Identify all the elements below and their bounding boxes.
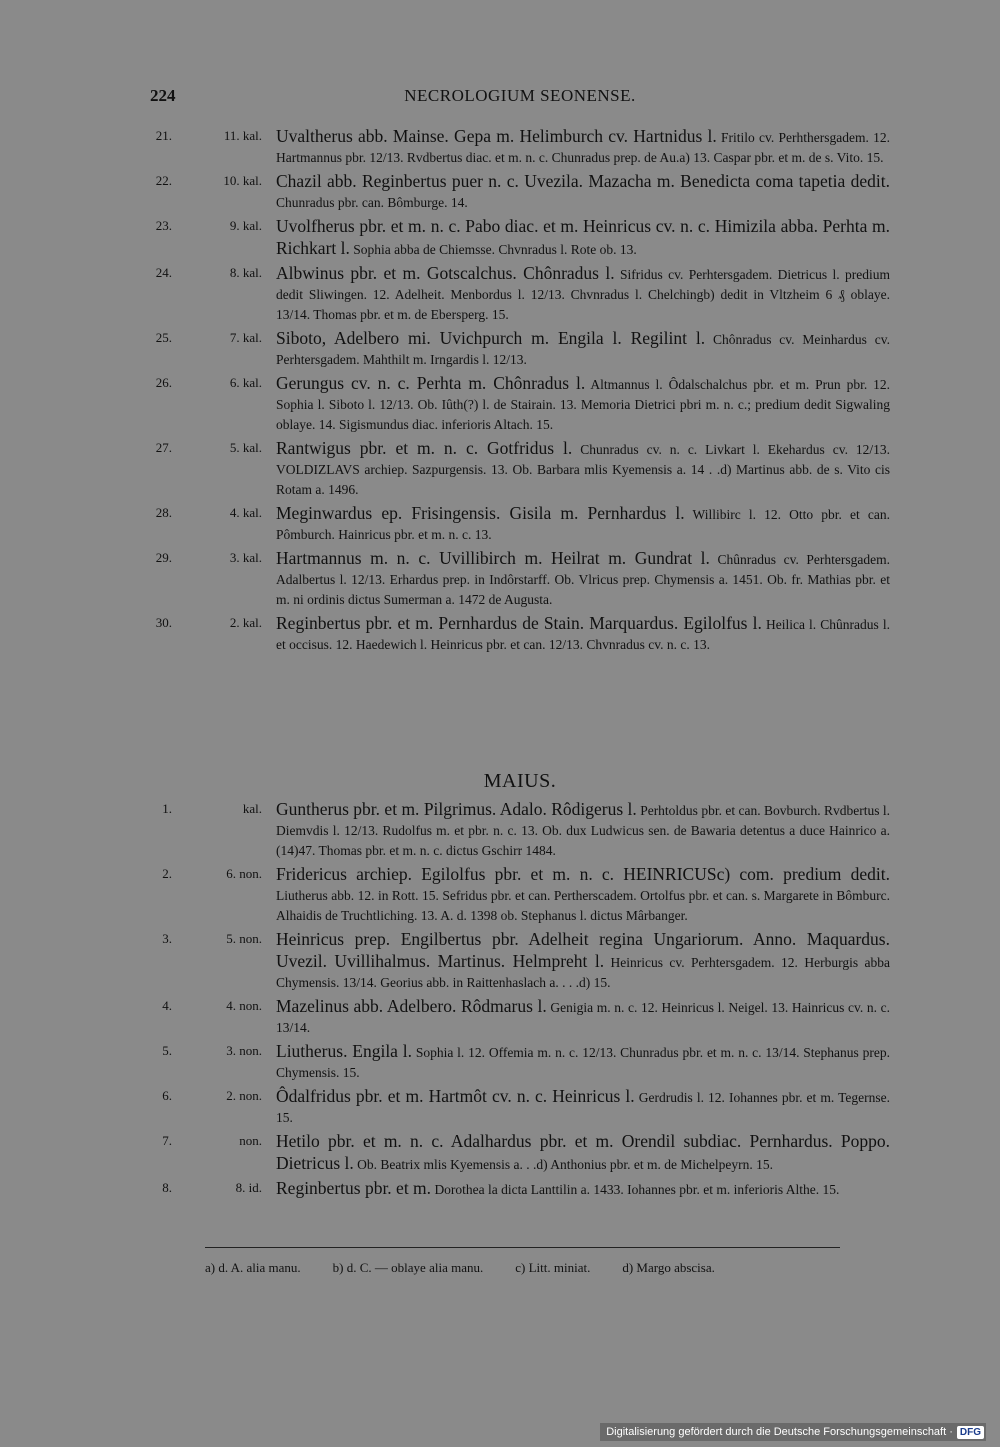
footnotes xyxy=(205,1260,845,1276)
footnote: c) Litt. miniat. xyxy=(515,1260,591,1275)
entry-text xyxy=(276,548,890,610)
entry-number: 22. xyxy=(155,173,172,188)
entry-later-additions: Heinricus cv. Perhtersgadem. 12. Herburgis abba Chymensis. 13/14. Georius abb. in Raittenhaslach a. . . .d) 15. xyxy=(276,955,890,990)
entry-row xyxy=(150,864,890,926)
entry-row xyxy=(150,1178,890,1200)
entry-day: 8. kal. xyxy=(229,265,262,280)
entry-text xyxy=(276,126,890,168)
entry-row xyxy=(150,328,890,370)
entry-main-names: Hetilo pbr. et m. n. c. Adalhardus pbr. et m. Orendil subdiac. Pernhardus. Poppo. Dietricus l. xyxy=(276,1131,890,1173)
aprilis-entries xyxy=(150,126,890,658)
entry-main-names: Reginbertus pbr. et m. xyxy=(276,1178,432,1198)
entry-main-names: Hartmannus m. n. c. Uvillibirch m. Heilrat m. Gundrat l. xyxy=(276,548,710,568)
entry-text xyxy=(276,799,890,861)
entry-number: 28. xyxy=(155,505,172,520)
entry-row xyxy=(150,263,890,325)
entry-main-names: Guntherus pbr. et m. Pilgrimus. Adalo. Rôdigerus l. xyxy=(276,799,637,819)
entry-main-names: Meginwardus ep. Frisingensis. Gisila m. Pernhardus l. xyxy=(276,503,685,523)
entry-text xyxy=(276,1178,890,1200)
entry-main-names: Uvolfherus pbr. et m. n. c. Pabo diac. et m. Heinricus cv. n. c. Himizila abba. Perhta m. Richkart l. xyxy=(276,216,890,258)
entry-row xyxy=(150,126,890,168)
entry-text xyxy=(276,171,890,213)
dfg-credit[interactable] xyxy=(600,1423,986,1441)
entry-later-additions: Gerdrudis l. 12. Iohannes pbr. et m. Tegernse. 15. xyxy=(276,1090,891,1125)
entry-main-names: Reginbertus pbr. et m. Pernhardus de Stain. Marquardus. Egilolfus l. xyxy=(276,613,762,633)
entry-row xyxy=(150,1086,890,1128)
entry-number: 7. xyxy=(162,1133,172,1148)
entry-text xyxy=(276,929,890,993)
entry-later-additions: Chunradus pbr. can. Bômburge. 14. xyxy=(276,195,468,210)
entry-day: 2. non. xyxy=(226,1088,262,1103)
entry-row xyxy=(150,548,890,610)
entry-day: 3. kal. xyxy=(229,550,262,565)
entry-day: 5. non. xyxy=(226,931,262,946)
entry-text xyxy=(276,328,890,370)
entry-later-additions: Chônradus cv. Meinhardus cv. Perhtersgadem. Mahthilt m. Irngardis l. 12/13. xyxy=(276,332,890,367)
footnote: b) d. C. — oblaye alia manu. xyxy=(332,1260,484,1275)
entry-later-additions: Ob. Beatrix mlis Kyemensis a. . .d) Anthonius pbr. et m. de Michelpeyrn. 15. xyxy=(357,1157,773,1172)
entry-later-additions: Willibirc l. 12. Otto pbr. et can. Pômburch. Hainricus pbr. et m. n. c. 13. xyxy=(276,507,890,542)
entry-text xyxy=(276,613,890,655)
entry-number: 2. xyxy=(162,866,172,881)
footnote: d) Margo abscisa. xyxy=(622,1260,715,1275)
entry-main-names: Gerungus cv. n. c. Perhta m. Chônradus l. xyxy=(276,373,586,393)
entry-later-additions: Genigia m. n. c. 12. Heinricus l. Neigel. 13. Hainricus cv. n. c. 13/14. xyxy=(276,1000,890,1035)
entry-row xyxy=(150,996,890,1038)
entry-text xyxy=(276,996,890,1038)
entry-day: 7. kal. xyxy=(229,330,262,345)
entry-row xyxy=(150,438,890,500)
entry-text xyxy=(276,1131,890,1175)
entry-day: 3. non. xyxy=(226,1043,262,1058)
entry-row xyxy=(150,1041,890,1083)
entry-main-names: Siboto, Adelbero mi. Uvichpurch m. Engila l. Regilint l. xyxy=(276,328,706,348)
entry-later-additions: Sophia abba de Chiemsse. Chvnradus l. Rote ob. 13. xyxy=(353,242,637,257)
maius-block xyxy=(150,760,890,1203)
entry-text xyxy=(276,503,890,545)
entry-number: 21. xyxy=(155,128,172,143)
entry-number: 4. xyxy=(162,998,172,1013)
entry-day: 10. kal. xyxy=(223,173,262,188)
entry-day: 4. kal. xyxy=(229,505,262,520)
entry-number: 24. xyxy=(155,265,172,280)
entry-day: 6. non. xyxy=(226,866,262,881)
running-title: NECROLOGIUM SEONENSE. xyxy=(404,86,636,105)
entry-text xyxy=(276,864,890,926)
entry-text xyxy=(276,438,890,500)
entry-text xyxy=(276,373,890,435)
footnote: a) d. A. alia manu. xyxy=(205,1260,301,1275)
entry-main-names: Ôdalfridus pbr. et m. Hartmôt cv. n. c. Heinricus l. xyxy=(276,1086,635,1106)
entry-day: 9. kal. xyxy=(229,218,262,233)
dfg-logo-icon: DFG xyxy=(957,1426,984,1439)
footnote-rule xyxy=(205,1247,840,1248)
entry-day: 8. id. xyxy=(235,1180,262,1195)
entry-row xyxy=(150,503,890,545)
entry-number: 5. xyxy=(162,1043,172,1058)
entry-number: 8. xyxy=(162,1180,172,1195)
entry-row xyxy=(150,373,890,435)
entry-main-names: Mazelinus abb. Adelbero. Rôdmarus l. xyxy=(276,996,547,1016)
entry-main-names: Chazil abb. Reginbertus puer n. c. Uvezila. Mazacha m. Benedicta coma tapetia dedit. xyxy=(276,171,890,191)
entry-later-additions: Perhtoldus pbr. et can. Bovburch. Rvdbertus l. Diemvdis l. 12/13. Rudolfus m. et pbr. n. c. 13. Ob. dux Ludwicus sen. de Bawaria detentus a duce Hainrico a. (14)47. Thomas pbr. et m. n. c. dictus Gschirr 1484. xyxy=(276,803,890,858)
maius-entries xyxy=(150,799,890,1200)
entry-row xyxy=(150,216,890,260)
page-number: 224 xyxy=(150,86,176,105)
entry-later-additions: Liutherus abb. 12. in Rott. 15. Sefridus pbr. et can. Pertherscadem. Ortolfus pbr. et can. s. Margarete in Bômburc. Alhaidis de Truchtliching. 13. A. d. 1398 ob. Stephanus l. dictus Mârbanger. xyxy=(276,888,890,923)
entry-later-additions: Dorothea la dicta Lanttilin a. 1433. Iohannes pbr. et m. inferioris Althe. 15. xyxy=(434,1182,840,1197)
entry-row xyxy=(150,613,890,655)
entry-main-names: Uvaltherus abb. Mainse. Gepa m. Helimburch cv. Hartnidus l. xyxy=(276,126,717,146)
entry-number: 29. xyxy=(155,550,172,565)
entry-main-names: Liutherus. Engila l. xyxy=(276,1041,413,1061)
entry-number: 30. xyxy=(155,615,172,630)
entry-number: 1. xyxy=(162,801,172,816)
entry-main-names: Albwinus pbr. et m. Gotscalchus. Chônradus l. xyxy=(276,263,615,283)
entry-later-additions: Sifridus cv. Perhtersgadem. Dietricus l. predium dedit Sliwingen. 12. Adelheit. Menbordus l. 12/13. Chvnradus l. Chelchingb) dedit in Vltzheim 6 ₰ oblaye. 13/14. Thomas pbr. et m. de Ebersperg. 15. xyxy=(276,267,890,322)
entry-day: non. xyxy=(239,1133,262,1148)
entry-day: kal. xyxy=(242,801,262,816)
entry-main-names: Rantwigus pbr. et m. n. c. Gotfridus l. xyxy=(276,438,573,458)
entry-day: 4. non. xyxy=(226,998,262,1013)
entry-number: 3. xyxy=(162,931,172,946)
entry-later-additions: Fritilo cv. Perhthersgadem. 12. Hartmannus pbr. 12/13. Rvdbertus diac. et m. n. c. Chunradus prep. de Au.a) 13. Caspar pbr. et m. de s. Vito. 15. xyxy=(276,130,891,165)
entry-day: 6. kal. xyxy=(229,375,262,390)
entry-later-additions: Altmannus l. Ôdalschalchus pbr. et m. Prun pbr. 12. Sophia l. Siboto l. 12/13. Ob. Iûth(?) l. de Stairain. 13. Memoria Dietrici pbri m. n. c.; predium dedit Sigwaling oblaye. 14. Sigismundus diac. inferioris Altach. 15. xyxy=(276,377,890,432)
credit-text: Digitalisierung gefördert durch die Deutsche Forschungsgemeinschaft · xyxy=(606,1426,953,1438)
entry-row xyxy=(150,171,890,213)
entry-main-names: Fridericus archiep. Egilolfus pbr. et m. n. c. HEINRICUSc) com. predium dedit. xyxy=(276,864,890,884)
entry-later-additions: Chûnradus cv. Perhtersgadem. Adalbertus l. 12/13. Erhardus prep. in Indôrstarff. Ob. Vlricus prep. Chymensis a. 1451. Ob. fr. Mathias pbr. et m. ni ordinis dictus Sumerman a. 1472 de Augusta. xyxy=(276,552,890,607)
entry-row xyxy=(150,1131,890,1175)
entry-day: 11. kal. xyxy=(223,128,262,143)
entry-day: 2. kal. xyxy=(229,615,262,630)
entry-number: 23. xyxy=(155,218,172,233)
entry-number: 6. xyxy=(162,1088,172,1103)
entry-text xyxy=(276,263,890,325)
entry-text xyxy=(276,1041,890,1083)
page-header xyxy=(150,86,890,110)
entry-later-additions: Heilica l. Chûnradus l. et occisus. 12. Haedewich l. Heinricus pbr. et can. 12/13. Chvnradus cv. n. c. 13. xyxy=(276,617,891,652)
entry-text xyxy=(276,216,890,260)
entry-number: 26. xyxy=(155,375,172,390)
entry-number: 27. xyxy=(155,440,172,455)
entry-text xyxy=(276,1086,890,1128)
section-title-maius: MAIUS. xyxy=(483,770,557,792)
entry-number: 25. xyxy=(155,330,172,345)
entry-main-names: Heinricus prep. Engilbertus pbr. Adelheit regina Ungariorum. Anno. Maquardus. Uvezil. Uvillihalmus. Martinus. Helmpreht l. xyxy=(276,929,890,971)
entry-row xyxy=(150,929,890,993)
entry-day: 5. kal. xyxy=(229,440,262,455)
entry-row xyxy=(150,799,890,861)
entry-later-additions: Sophia l. 12. Offemia m. n. c. 12/13. Chunradus pbr. et m. n. c. 13/14. Stephanus prep. Chymensis. 15. xyxy=(276,1045,890,1080)
entry-later-additions: Chunradus cv. n. c. Livkart l. Ekehardus cv. 12/13. VOLDIZLAVS archiep. Sazpurgensis. 13. Ob. Barbara mlis Kyemensis a. 14 . .d) Martinus abb. de s. Vito cis Rotam a. 1496. xyxy=(276,442,890,497)
